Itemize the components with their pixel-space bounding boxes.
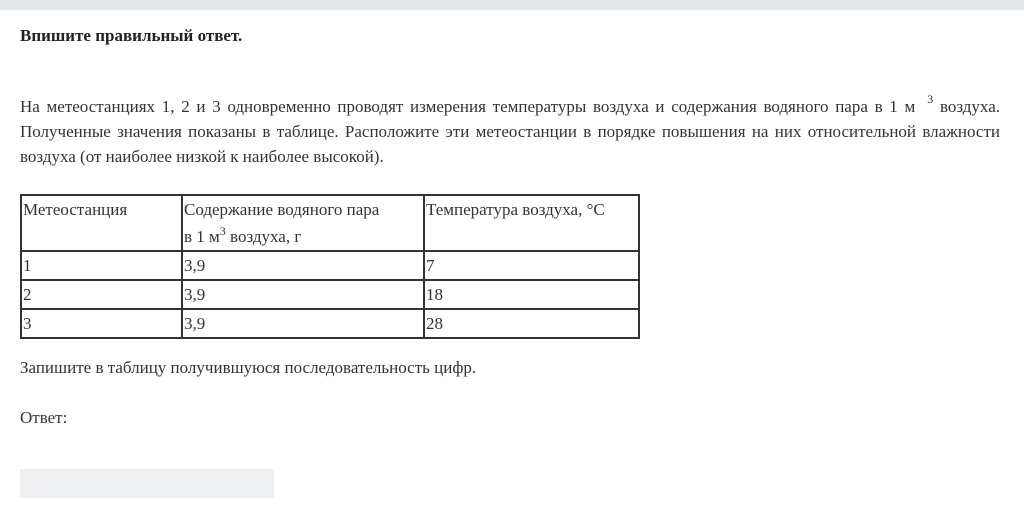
- task-text-superscript: 3: [927, 92, 934, 106]
- header-vapor-line1: Содержание водяного пара: [184, 200, 380, 219]
- header-station: Метеостанция: [21, 195, 182, 251]
- header-vapor-superscript: 3: [219, 224, 226, 238]
- table-row: [21, 280, 639, 309]
- cell-temperature: 28: [424, 309, 639, 338]
- table-row: [21, 251, 639, 280]
- write-instruction: Запишите в таблицу получившуюся последовательность цифр.: [20, 358, 477, 377]
- cell-station: 1: [21, 251, 182, 280]
- task-instruction: Впишите правильный ответ.: [20, 26, 243, 45]
- task-text-rest: воздуха. Полученные значения показаны в таблице. Расположите эти метеостанции в порядке повышения на них относительной влажности воздуха (от наиболее низкой к наиболее высокой).: [20, 97, 1000, 166]
- table-row: [21, 309, 639, 338]
- cell-temperature: 7: [424, 251, 639, 280]
- task-text-main: На метеостанциях 1, 2 и 3 одновременно проводят измерения температуры воздуха и содержания водяного пара в 1 м: [20, 97, 916, 116]
- cell-vapor: 3,9: [182, 280, 424, 309]
- answer-label: Ответ:: [20, 408, 68, 427]
- cell-temperature: 18: [424, 280, 639, 309]
- cell-vapor: 3,9: [182, 309, 424, 338]
- data-table: [20, 194, 640, 339]
- header-vapor: [182, 195, 424, 251]
- cell-station: 2: [21, 280, 182, 309]
- table-header-row: [21, 195, 639, 251]
- header-vapor-line2-prefix: в 1 м: [184, 227, 220, 246]
- top-strip: [0, 0, 1024, 10]
- header-temperature: Температура воздуха, °C: [424, 195, 639, 251]
- answer-input[interactable]: [20, 469, 274, 498]
- task-text: [20, 94, 1000, 169]
- cell-vapor: 3,9: [182, 251, 424, 280]
- cell-station: 3: [21, 309, 182, 338]
- header-vapor-line2-suffix: воздуха, г: [225, 227, 302, 246]
